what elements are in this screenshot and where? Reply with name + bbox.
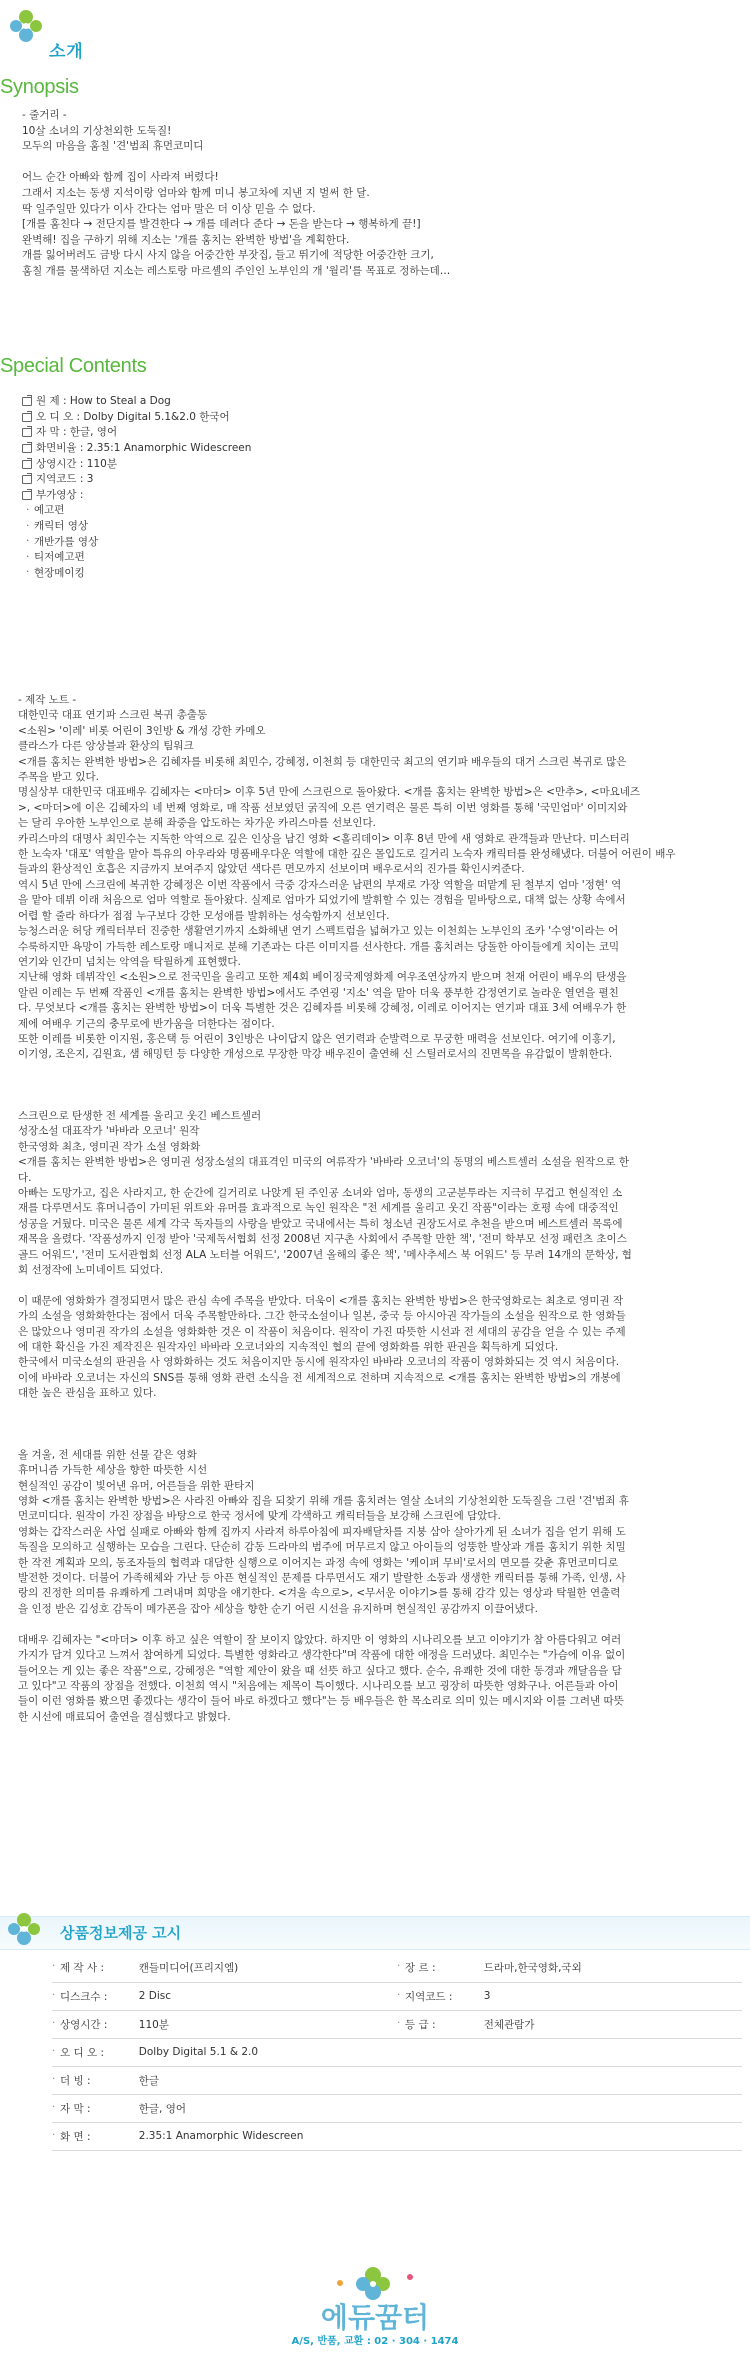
- note-line: 한 작전 계획과 모의, 동조자들의 협력과 대담한 실행으로 이어지는 과정 속에 영화는 '케이퍼 무비'로서의 면모를 갖춘 휴먼코미디로: [18, 1556, 619, 1569]
- note-line: - 제작 노트 -: [18, 694, 77, 706]
- note-line: 대배우 김혜자는 "<마더> 이후 하고 싶은 역할이 잘 보이지 않았다. 하지만 이 영화의 시나리오를 보고 이야기가 참 아름다워고 여러: [18, 1633, 622, 1646]
- info-row: [52, 2066, 742, 2094]
- intro-header: [2, 0, 302, 62]
- product-info-title: 상품정보제공 고시: [60, 1924, 182, 1942]
- note-line: 또한 이레를 비롯한 이지원, 홍은택 등 어린이 3인방은 나이답지 않은 연기력과 순발력으로 무궁한 매력을 선보인다. 여기에 이홍기,: [18, 1032, 616, 1045]
- note-line: 성공을 거뒀다. 미국은 물론 세계 각국 독자들의 사랑을 받았고 국내에서는 특히 청소년 권장도서로 추천을 받으며 베스트셀러 목록에: [18, 1217, 623, 1230]
- note-line: 고 있다"고 작품의 장점을 전했다. 이천희 역시 "처음에는 제목이 특이했다. 시나리오를 보고 굉장히 따뜻한 영화구나. 어른들과 아이: [18, 1679, 619, 1692]
- info-key: · 디스크수 :: [52, 1982, 139, 2010]
- note-line: 아빠는 도망가고, 집은 사라지고, 한 순간에 길거리로 나앉게 된 주인공 소녀와 엄마, 동생의 고군분투라는 지극히 무겁고 현실적인 소: [18, 1186, 623, 1199]
- note-line: 한국영화 최초, 영미권 작가 소설 영화화: [18, 1140, 201, 1153]
- note-line: 이기영, 조은지, 김원효, 샘 해밍턴 등 다양한 개성으로 무장한 막강 배우진이 출연해 신 스틸러로서의 진면목을 유감없이 발휘한다.: [18, 1048, 613, 1061]
- note-line: 은 많았으나 영미권 작가의 소설을 영화화한 것은 이 작품이 처음이다. 원작이 가진 따뜻한 시선과 전 세대의 공감을 얻을 수 있는 주제: [18, 1325, 626, 1338]
- info-key: [397, 2122, 484, 2150]
- synopsis-line: 10살 소녀의 기상천외한 도둑질!: [22, 124, 172, 137]
- synopsis-line: [개를 훔친다 → 전단지를 발견한다 → 개를 데려다 준다 → 돈을 받는다 → 행복하게 끝!]: [22, 218, 421, 231]
- note-line: 휴머니즘 가득한 세상을 향한 따뜻한 시선: [18, 1464, 208, 1477]
- paragraph-gap: [18, 1432, 738, 1447]
- note-line: 는 달리 우아한 노부인으로 분해 좌중을 압도하는 차가운 카리스마를 선보인다.: [18, 817, 376, 830]
- extra-item-text: 개반가를 영상: [34, 535, 99, 548]
- bullet-icon: ·: [26, 535, 30, 548]
- info-value: Dolby Digital 5.1 & 2.0: [139, 2038, 397, 2066]
- extra-item: [22, 565, 251, 581]
- info-value: [484, 2094, 742, 2122]
- note-line: 골드 어워드', '전미 도서관협회 선정 ALA 노터블 어워드', '2007년 올해의 좋은 책', '메사추세스 북 어워드' 등 무려 14개의 문학상, 협: [18, 1248, 632, 1261]
- spec-item-text: 원 제 : How to Steal a Dog: [36, 395, 171, 408]
- info-value: 2 Disc: [139, 1982, 397, 2010]
- note-line: 회 선정작에 노미네이트 되었다.: [18, 1263, 164, 1276]
- spec-item: [22, 455, 251, 471]
- disc-arrow-icon: [22, 490, 32, 499]
- info-row: [52, 2094, 742, 2122]
- info-key: · 더 빙 :: [52, 2066, 139, 2094]
- product-info-table: [52, 1954, 742, 2151]
- bullet-icon: ·: [26, 503, 30, 516]
- info-value: 110분: [139, 2010, 397, 2038]
- note-line: 스크린으로 탄생한 전 세계를 울리고 웃긴 베스트셀러: [18, 1109, 262, 1122]
- note-line: 주목을 받고 있다.: [18, 771, 100, 784]
- info-key: · 상영시간 :: [52, 2010, 139, 2038]
- bullet-icon: ·: [26, 550, 30, 563]
- note-line: 가의 소설을 영화화한다는 점에서 더욱 주목할만하다. 그간 한국소설이나 일본, 중국 등 아시아권 작가들의 소설을 원작으로 한 영화들: [18, 1310, 626, 1323]
- clover-logo-icon: [6, 6, 46, 50]
- note-line: 대한 높은 관심을 표하고 있다.: [18, 1387, 157, 1400]
- disc-arrow-icon: [22, 412, 32, 421]
- info-row: [52, 2010, 742, 2038]
- note-line: 한 노숙자 '대포' 역할을 맡아 특유의 아우라와 명품배우다운 역할에 대한 깊은 몰입도로 길거리 노숙자 캐릭터를 완성해냈다. 더불어 어린이 배우: [18, 848, 676, 861]
- contact-info: A/S, 반품, 교환 : 02 · 304 · 1474: [291, 2336, 459, 2347]
- spec-item: [22, 424, 251, 440]
- synopsis-line: 훔칠 개를 물색하던 지소는 레스토랑 마르셸의 주인인 노부인의 개 '월리'를 목표로 정하는데…: [22, 264, 451, 277]
- spec-item-text: 자 막 : 한글, 영어: [36, 426, 118, 439]
- disc-arrow-icon: [22, 396, 32, 405]
- paragraph-gap: [18, 1402, 738, 1417]
- disc-arrow-icon: [22, 443, 32, 452]
- note-line: 제에 여배우 기근의 충무로에 반가움을 더한다는 점이다.: [18, 1017, 275, 1030]
- info-value: 전체관람가: [484, 2010, 742, 2038]
- spec-item-text: 오 디 오 : Dolby Digital 5.1&2.0 한국어: [36, 410, 230, 423]
- info-row: [52, 1954, 742, 1982]
- spec-item-text: 화면비율 : 2.35:1 Anamorphic Widescreen: [36, 442, 252, 455]
- paragraph-gap: [18, 1094, 738, 1109]
- note-line: 현실적인 공감이 빛어낸 유머, 어른들을 위한 판타지: [18, 1479, 255, 1492]
- note-line: 알린 이레는 두 번째 작품인 <개를 훔치는 완벽한 방법>에서도 주연굉 '지소' 역을 맡아 더욱 풍부한 감정연기로 놀라운 열연을 펼친: [18, 986, 619, 999]
- info-row: [52, 1982, 742, 2010]
- synopsis-line: [22, 155, 742, 171]
- disc-arrow-icon: [22, 474, 32, 483]
- note-line: >, <마더>에 이은 김혜자의 네 번째 영화로, 매 작품 선보였던 굵직에 오른 연기력은 물론 특히 이번 영화를 통해 '국민엄마' 이미지와: [18, 801, 628, 814]
- info-key: [397, 2066, 484, 2094]
- spec-item: [22, 487, 251, 503]
- info-key: · 장 르 :: [397, 1954, 484, 1982]
- extra-item-text: 현장메이킹: [34, 566, 85, 579]
- info-key: [397, 2038, 484, 2066]
- synopsis-line: 모두의 마음을 훔칠 '견'범죄 휴먼코미디: [22, 140, 204, 153]
- note-line: 영화는 갑작스러운 사업 실패로 아빠와 함께 집까지 사라져 하루아침에 피자배달차를 지붕 삼아 살아가게 된 소녀가 집을 얻기 위해 도: [18, 1525, 626, 1538]
- note-line: 재목을 올렸다. '작품성까지 인정 받아 '국제독서협회 선정 2008년 지구촌 사회에서 주목할 만한 책', '전미 학부모 선정 패런츠 초이스: [18, 1233, 627, 1246]
- disc-arrow-icon: [22, 459, 32, 468]
- spec-item: [22, 440, 251, 456]
- note-line: 이 때문에 영화화가 결정되면서 많은 관심 속에 주목을 받았다. 더욱이 <개를 훔치는 완벽한 방법>은 한국영화로는 최초로 영미권 작: [18, 1294, 624, 1307]
- note-line: 을 인정 받은 김성호 감독이 메가폰을 잡아 세상을 향한 순기 어린 시선을 유지하며 현실적인 공감까지 이끌어냈다.: [18, 1602, 538, 1615]
- note-line: 다.: [18, 1171, 32, 1184]
- spec-item-text: 상영시간 : 110분: [36, 457, 117, 470]
- spec-item-text: 지역코드 : 3: [36, 473, 94, 486]
- special-contents-heading: Special Contents: [0, 355, 147, 377]
- page-title: 소개: [49, 42, 84, 62]
- extra-item-text: 예고편: [34, 504, 65, 517]
- note-line: 들어오는 게 있는 좋은 작품"으로, 강혜정은 "역할 제안이 왔을 때 선뜻 하고 싶다고 했다. 순수, 유쾌한 것에 대한 동경과 깨달음을 담: [18, 1664, 622, 1677]
- synopsis-line: 딱 일주일만 있다가 이사 간다는 엄마 말은 더 이상 믿을 수 없다.: [22, 202, 316, 215]
- note-line: 에 대한 확신을 가진 제작진은 원작자인 바바라 오코너와의 지속적인 협의 끝에 영화화를 위한 판권을 획득하게 되었다.: [18, 1341, 559, 1354]
- note-line: 들과의 환상적인 호흡은 지금까지 보여주지 않았던 색다른 면모까지 선보이며 배우로서의 진가를 확인시켜준다.: [18, 863, 525, 876]
- note-line: 들이 이런 영화를 봤으면 좋겠다는 생각이 들어 바로 하겠다고 했다"는 등 배우들은 한 목소리로 의미 있는 메시지와 이를 그려낸 따뜻: [18, 1695, 624, 1708]
- info-row: [52, 2038, 742, 2066]
- note-line: 클라스가 다른 앙상블과 환상의 팀워크: [18, 740, 194, 753]
- production-notes: [18, 693, 738, 1725]
- info-value: 한글: [139, 2066, 397, 2094]
- info-value: 2.35:1 Anamorphic Widescreen: [139, 2122, 397, 2150]
- info-key: · 자 막 :: [52, 2094, 139, 2122]
- note-line: 영화 <개를 훔치는 완벽한 방법>은 사라진 아빠와 집을 되찾기 위해 개를 훔치려는 열살 소녀의 기상천외한 도둑질을 그린 '견'범죄 휴: [18, 1495, 629, 1508]
- info-row: [52, 2122, 742, 2150]
- note-line: 한 시선에 매료되어 출연을 결심했다고 밝혔다.: [18, 1710, 231, 1723]
- note-line: 수룩하지만 욕망이 가득한 레스토랑 매니저로 분해 기존과는 다른 이미지를 선사한다. 개를 훔치려는 당돌한 아이들에게 치이는 코믹: [18, 940, 620, 953]
- note-line: 먼코미디다. 원작이 가진 장점을 바탕으로 한국 정서에 맞게 각색하고 캐릭터들을 보강해 스크린에 담았다.: [18, 1510, 501, 1523]
- synopsis-line: - 줄거리 -: [22, 109, 67, 121]
- note-line: 연기와 인간미 넘치는 악역을 탁월하게 표현했다.: [18, 955, 241, 968]
- clover-logo-icon: [4, 1908, 44, 1954]
- bullet-icon: ·: [26, 519, 30, 532]
- note-line: <개를 훔치는 완벽한 방법>은 김혜자를 비롯해 최민수, 강혜정, 이천희 등 대한민국 최고의 연기파 배우들의 대거 스크린 복귀로 많은: [18, 755, 627, 768]
- info-value: 3: [484, 1982, 742, 2010]
- note-line: [18, 1278, 738, 1293]
- note-line: 랑의 진정한 의미를 유쾌하게 그려내며 희망을 얘기한다. <겨울 속으로>, <무서운 이야기>를 통해 감각 있는 영상과 탁월한 연출력: [18, 1587, 621, 1600]
- spec-item: [22, 393, 251, 409]
- note-line: 대한민국 대표 연기파 스크린 복귀 총출동: [18, 709, 208, 722]
- footer-logo-text: 에듀꿈터: [320, 2301, 430, 2334]
- note-line: 성장소설 대표작가 '바바라 오코너' 원작: [18, 1125, 200, 1138]
- synopsis-text: [22, 108, 742, 280]
- spec-item-text: 부가영상 :: [36, 488, 84, 501]
- note-line: 가지가 담겨 있다고 느껴서 참여하게 되었다. 특별한 영화라고 생각한다"며 작품에 대한 애정을 드러냈다. 최민수는 "가슴에 이유 없이: [18, 1649, 626, 1662]
- note-line: 을 맡아 데뷔 이래 처음으로 엄마 역할로 돌아왔다. 실제로 엄마가 되었기에 발휘할 수 있는 경험을 밑바탕으로, 대책 없는 상황 속에서: [18, 894, 626, 907]
- extra-item: [22, 549, 251, 565]
- info-key: · 화 면 :: [52, 2122, 139, 2150]
- note-line: <소원> '이레' 비롯 어린이 3인방 & 개성 강한 카메오: [18, 724, 266, 737]
- note-line: 능청스러운 허당 캐릭터부터 진중한 생활연기까지 소화해낸 연기 스펙트럼을 넓혀가고 있는 이천희는 노부인의 조카 '수영'이라는 어: [18, 925, 619, 938]
- info-key: · 등 급 :: [397, 2010, 484, 2038]
- note-line: 이에 바바라 오코너는 자신의 SNS를 통해 영화 관련 소식을 전 세계적으로 전하며 지속적으로 <개를 훔치는 완벽한 방법>의 개봉에: [18, 1371, 621, 1384]
- extra-item-text: 티저예고편: [34, 551, 85, 564]
- extra-item: [22, 533, 251, 549]
- info-key: · 제 작 사 :: [52, 1954, 139, 1982]
- extra-item: [22, 518, 251, 534]
- product-info-header: [0, 1914, 750, 1950]
- extra-item-text: 캐릭터 영상: [34, 520, 89, 533]
- special-contents-list: [22, 393, 251, 580]
- note-line: 어렵 할 줄라 하다가 점점 누구보다 강한 모성애를 발휘하는 성숙함까지 선보인다.: [18, 909, 390, 922]
- spec-item: [22, 471, 251, 487]
- info-value: 한글, 영어: [139, 2094, 397, 2122]
- info-key: [397, 2094, 484, 2122]
- info-value: [484, 2038, 742, 2066]
- paragraph-gap: [18, 1063, 738, 1078]
- synopsis-line: 그래서 지소는 동생 지석이랑 엄마와 함께 미니 봉고차에 지낸 지 벌써 한 달.: [22, 186, 370, 199]
- disc-arrow-icon: [22, 427, 32, 436]
- synopsis-line: 완벽해! 집을 구하기 위해 지소는 '개를 훔치는 완벽한 방법'을 계획한다.: [22, 233, 350, 246]
- info-value: [484, 2122, 742, 2150]
- extra-item: [22, 502, 251, 518]
- note-line: 지난해 영화 데뷔작인 <소원>으로 전국민을 울리고 또한 제4회 베이징국제영화제 여우조연상까지 받으며 천재 어린이 배우의 탄생을: [18, 971, 627, 984]
- synopsis-line: 어느 순간 아빠와 함께 집이 사라져 버렸다!: [22, 171, 219, 184]
- note-line: <개를 훔치는 완벽한 방법>은 영미권 성장소설의 대표격인 미국의 여류작가 '바바라 오코너'의 동명의 베스트셀러 소설을 원작으로 한: [18, 1156, 630, 1169]
- info-value: [484, 2066, 742, 2094]
- synopsis-line: 개를 잃어버려도 금방 다시 사지 않을 어중간한 부잣집, 들고 뛰기에 적당한 어중간한 크기,: [22, 249, 434, 262]
- synopsis-heading: Synopsis: [0, 76, 79, 98]
- info-key: · 지역코드 :: [397, 1982, 484, 2010]
- note-line: 역시 5년 만에 스크린에 복귀한 강혜정은 이번 작품에서 극중 강자스러운 남편의 부재로 가장 역할을 떠맡게 된 철부지 엄마 '정현' 역: [18, 878, 622, 891]
- spec-item: [22, 409, 251, 425]
- info-value: 캔들미디어(프리지엠): [139, 1954, 397, 1982]
- note-line: 다. 무엇보다 <개를 훔치는 완벽한 방법>이 더욱 특별한 것은 김혜자를 비롯해 강혜정, 이레로 이어지는 연기파 대표 3세 여배우가 한: [18, 1002, 627, 1015]
- bullet-icon: ·: [26, 566, 30, 579]
- note-line: 명실상부 대한민국 대표배우 김혜자는 <마더> 이후 5년 만에 스크린으로 돌아왔다. <개를 훔치는 완벽한 방법>은 <만추>, <마요네즈: [18, 786, 641, 799]
- paragraph-gap: [18, 1417, 738, 1432]
- note-line: 한국에서 미국소설의 판권을 사 영화화하는 것도 처음이지만 동시에 원작자인 바바라 오코너의 작품이 영화화되는 것 역시 처음이다.: [18, 1356, 620, 1369]
- note-line: 재를 다루면서도 휴머니즘이 가미된 위트와 유머를 효과적으로 녹인 원작은 "전 세계를 울리고 웃긴 작품"이라는 호평 속에 대중적인: [18, 1202, 619, 1215]
- note-line: 카리스마의 대명사 최민수는 지독한 악역으로 깊은 인상을 남긴 영화 <홀리데이> 이후 8년 만에 새 영화로 관객들과 만난다. 미스터리: [18, 832, 630, 845]
- note-line: [18, 1617, 738, 1632]
- info-key: · 오 디 오 :: [52, 2038, 139, 2066]
- info-value: 드라마,한국영화,국외: [484, 1954, 742, 1982]
- paragraph-gap: [18, 1078, 738, 1093]
- note-line: 독질을 모의하고 실행하는 모습을 그린다. 단순히 감동 드라마의 범주에 머무르지 않고 아이들의 엉뚱한 발상과 개를 훔치기 위한 치밀: [18, 1541, 626, 1554]
- note-line: 발전한 것이다. 더불어 가족해체와 가난 등 아픈 현실적인 문제를 다루면서도 재기 발랄한 소동과 생생한 캐릭터를 통해 가족, 인생, 사: [18, 1572, 626, 1585]
- note-line: 올 겨울, 전 세대를 위한 선물 같은 영화: [18, 1448, 197, 1461]
